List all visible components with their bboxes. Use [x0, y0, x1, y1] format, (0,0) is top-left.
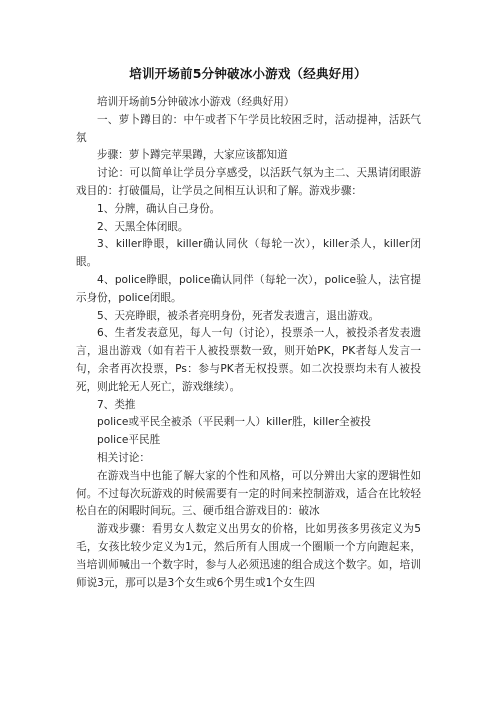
paragraph-step-2: 2、天黑全体闭眼。 [97, 220, 189, 233]
paragraph-police-win: police平民胜 [97, 434, 161, 447]
paragraph-killer-win: police或平民全被杀（平民剩一人）killer胜，killer全被投 [97, 416, 371, 429]
paragraph-game1-discussion: 讨论：可以简单让学员分享感受，以活跃气氛为主二、天黑请闭眼游戏目的：打破僵局，让学员之间相互认识和了解。游戏步骤： [76, 167, 421, 197]
paragraph-game3-steps: 游戏步骤：看男女人数定义出男女的价格，比如男孩多男孩定义为5毛，女孩比较少定义为1元，然后所有人围成一个圈顺一个方向跑起来，当培训师喊出一个数字时，参与人必须迅速的组合成这个数字。如，培训师说3元，那可以是3个女生或6个男生或1个女生四 [76, 523, 421, 589]
paragraph-step-3: 3、killer睁眼，killer确认同伙（每轮一次），killer杀人，killer闭眼。 [76, 238, 421, 269]
document-body [76, 94, 421, 592]
paragraph-step-5: 5、天亮睁眼，被杀者亮明身份，死者发表遗言，退出游戏。 [97, 309, 380, 322]
paragraph-step-6: 6、生者发表意见，每人一句（讨论），投票杀一人，被投杀者发表遗言，退出游戏（如有若干人被投票数一致，则开始PK，PK者每人发言一句，余者再次投票，Ps：参与PK者无权投票。如二次投票均未有人被投死，则此轮无人死亡，游戏继续）。 [76, 327, 421, 393]
paragraph-game2-discussion: 在游戏当中也能了解大家的个性和风格，可以分辨出大家的逻辑性如何。不过每次玩游戏的时候需要有一定的时间来控制游戏，适合在比较轻松自在的闲暇时间玩。三、硬币组合游戏目的：破冰 [76, 469, 421, 518]
paragraph-subtitle: 培训开场前5分钟破冰小游戏（经典好用） [97, 96, 295, 108]
paragraph-related-discussion: 相关讨论： [97, 451, 150, 464]
paragraph-game1-purpose: 一、萝卜蹲目的：中午或者下午学员比较困乏时，活动提神，活跃气氛 [76, 113, 421, 144]
document-title: 培训开场前5分钟破冰小游戏（经典好用） [129, 66, 367, 81]
paragraph-step-4: 4、police睁眼，police确认同伴（每轮一次），police验人，法官提示身份，police闭眼。 [76, 273, 421, 304]
paragraph-game1-steps: 步骤：萝卜蹲完苹果蹲，大家应该都知道 [97, 149, 288, 162]
paragraph-step-1: 1、分牌，确认自己身份。 [97, 202, 221, 215]
paragraph-step-7: 7、类推 [97, 398, 136, 411]
